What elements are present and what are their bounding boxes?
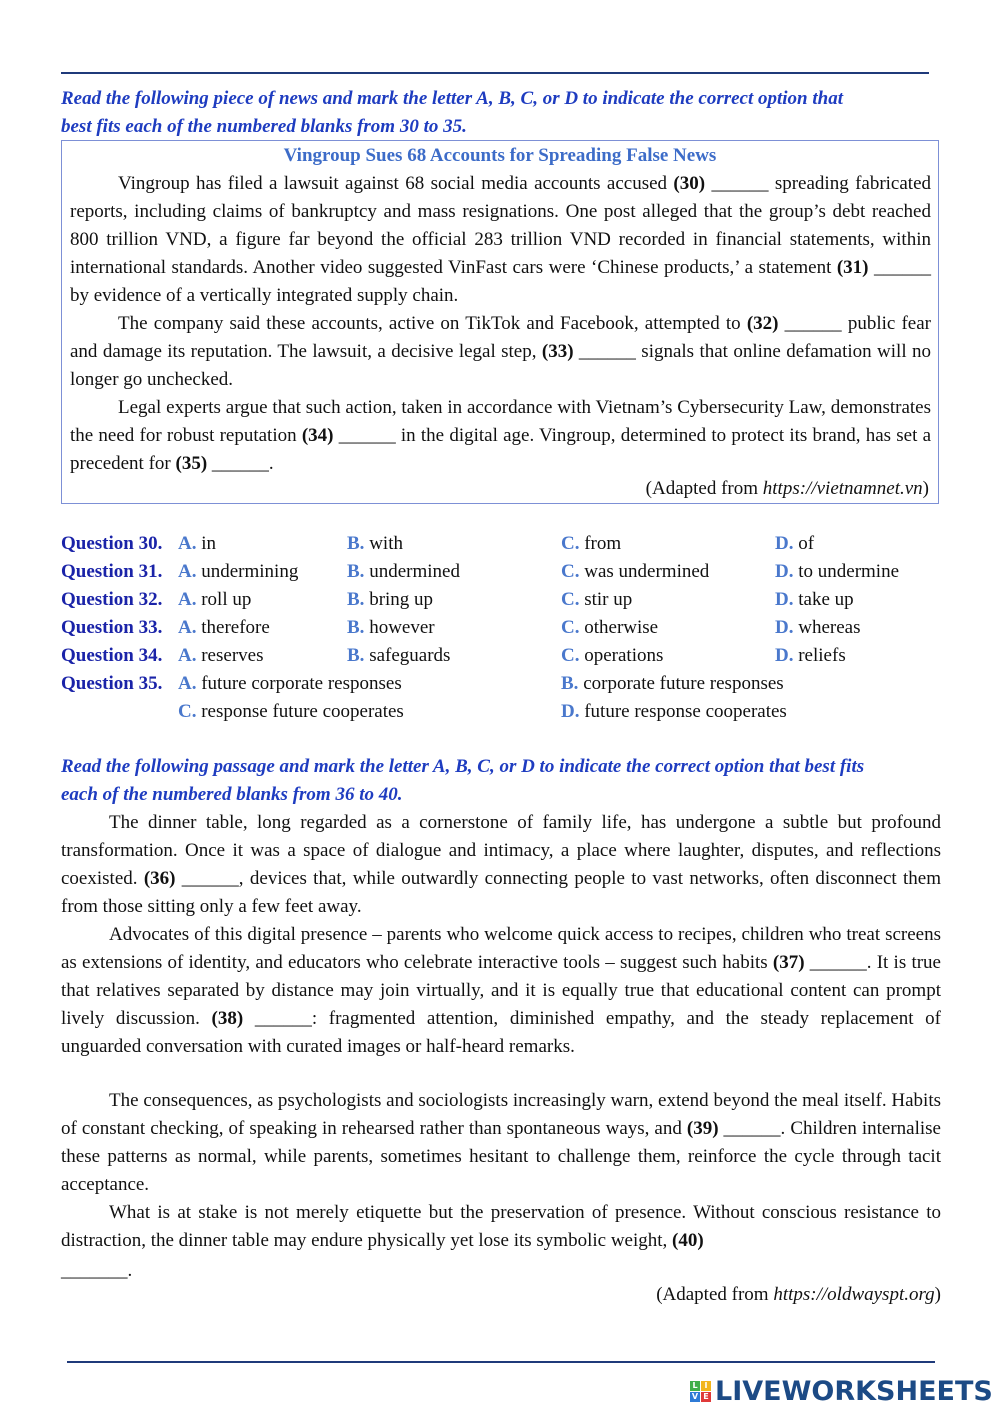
- blank-number-36: (36): [143, 868, 176, 889]
- blank-40-line: _______.: [61, 1260, 133, 1281]
- question-34: Question 34. A. reserves B. safeguards C. operations D. reliefs: [0, 642, 1000, 670]
- option-b[interactable]: B. however: [347, 617, 435, 638]
- option-d[interactable]: D. reliefs: [775, 645, 846, 666]
- option-d[interactable]: D. whereas: [775, 617, 861, 638]
- option-a[interactable]: A. reserves: [178, 645, 264, 666]
- news-paragraph-1: Vingroup has filed a lawsuit against 68 social media accounts accused (30) ______ spreading fabricated reports, including claims of bankruptcy and mass resignations. One post alleged that the group’s debt reached 800 trillion VND, a figure far beyond the official 283 trillion VND recorded in financial statements, within international standards. Another video suggested VinFast cars were ‘Chinese products,’ a statement (31) ______ by evidence of a vertically integrated supply chain.: [70, 173, 932, 306]
- question-35-row-2: [0, 698, 1000, 726]
- option-c[interactable]: C. from: [561, 533, 622, 554]
- section2-instruction: Read the following passage and mark the letter A, B, C, or D to indicate the correct option that best fits each of the numbered blanks from 36 to 40.: [61, 756, 865, 805]
- question-32: Question 32. A. roll up B. bring up C. stir up D. take up: [0, 586, 1000, 614]
- option-a[interactable]: A. undermining: [178, 561, 299, 582]
- option-c[interactable]: C. response future cooperates: [178, 701, 404, 722]
- option-c[interactable]: C. was undermined: [561, 561, 710, 582]
- option-b[interactable]: B. bring up: [347, 589, 434, 610]
- blank-number-40: (40): [672, 1230, 704, 1251]
- passage-paragraph-3: The consequences, as psychologists and sociologists increasingly warn, extend beyond the meal itself. Habits of constant checking, of speaking in rehearsed rather than spontaneous ways, and (39) ______. Children internalise these patterns as normal, while parents, sometimes hesitant to challenge them, reinforce the cycle through tacit acceptance.: [61, 1090, 941, 1195]
- option-a[interactable]: A. therefore: [178, 617, 270, 638]
- liveworksheets-logo: [690, 1376, 993, 1406]
- news-title: Vingroup Sues 68 Accounts for Spreading False News: [283, 145, 717, 166]
- news-paragraph-3: Legal experts argue that such action, taken in accordance with Vietnam’s Cybersecurity Law, demonstrates the need for robust reputation (34) ______ in the digital age. Vingroup, determined to protect its brand, has set a precedent for (35) ______.: [70, 397, 932, 474]
- option-b[interactable]: B. with: [347, 533, 403, 554]
- option-c[interactable]: C. operations: [561, 645, 664, 666]
- news-box: [61, 140, 939, 504]
- option-b[interactable]: B. undermined: [347, 561, 460, 582]
- passage-paragraph-1: The dinner table, long regarded as a cornerstone of family life, has undergone a subtle but profound transformation. Once it was a space of dialogue and intimacy, a place where laughter, disputes, and reflections coexisted. (36) ______, devices that, while outwardly connecting people to vast networks, often disconnect them from those sitting only a few feet away.: [61, 812, 941, 917]
- blank-number-39: (39): [686, 1118, 719, 1139]
- option-a[interactable]: A. future corporate responses: [178, 673, 402, 694]
- option-d[interactable]: D. take up: [775, 589, 854, 610]
- passage-paragraph-4: What is at stake is not merely etiquette but the preservation of presence. Without conscious resistance to distraction, the dinner table may endure physically yet lose its symbolic weight, (40): [61, 1202, 941, 1251]
- blank-number-38: (38): [211, 1008, 244, 1029]
- question-33: Question 33. A. therefore B. however C. otherwise D. whereas: [0, 614, 1000, 642]
- option-d[interactable]: D. to undermine: [775, 561, 900, 582]
- option-a[interactable]: A. roll up: [178, 589, 252, 610]
- source-link: https://oldwayspt.org: [773, 1284, 935, 1305]
- option-b[interactable]: B. corporate future responses: [561, 673, 784, 694]
- question-30: Question 30. A. in B. with C. from D. of: [0, 530, 1000, 558]
- passage-paragraph-2: Advocates of this digital presence – parents who welcome quick access to recipes, children who treat screens as extensions of identity, and educators who celebrate interactive tools – suggest such habits (37) ______. It is true that relatives separated by distance may join virtually, and it is equally true that educational content can prompt lively discussion. (38) ______: fragmented attention, diminished empathy, and the steady replacement of unguarded conversation with curated images or half-heard remarks.: [61, 924, 941, 1057]
- blank-number-32: (32): [746, 313, 779, 334]
- bottom-divider: [67, 1361, 935, 1363]
- blank-number-35: (35): [175, 453, 208, 474]
- question-35: Question 35. A. future corporate responses B. corporate future responses: [0, 670, 1000, 698]
- news-paragraph-2: The company said these accounts, active on TikTok and Facebook, attempted to (32) ______ public fear and damage its reputation. The lawsuit, a decisive legal step, (33) ______ signals that online defamation will no longer go unchecked.: [70, 313, 931, 390]
- section1-instruction: Read the following piece of news and mark the letter A, B, C, or D to indicate the correct option that best fits each of the numbered blanks from 30 to 35.: [61, 88, 843, 137]
- news-source: (Adapted from https://vietnamnet.vn): [645, 478, 929, 499]
- blank-number-31: (31): [836, 257, 869, 278]
- option-a[interactable]: A. in: [178, 533, 217, 554]
- live-blocks-icon: L I V E: [690, 1381, 711, 1402]
- option-d[interactable]: D. future response cooperates: [561, 701, 787, 722]
- top-divider: [61, 72, 929, 74]
- blank-number-37: (37): [772, 952, 805, 973]
- logo-text: LIVEWORKSHEETS: [715, 1375, 993, 1407]
- blank-number-34: (34): [301, 425, 334, 446]
- question-31: Question 31. A. undermining B. undermined C. was undermined D. to undermine: [0, 558, 1000, 586]
- option-c[interactable]: C. stir up: [561, 589, 633, 610]
- option-d[interactable]: D. of: [775, 533, 815, 554]
- source-link: https://vietnamnet.vn: [762, 478, 923, 499]
- passage-source: (Adapted from https://oldwayspt.org): [656, 1284, 941, 1305]
- blank-number-30: (30): [673, 173, 706, 194]
- blank-number-33: (33): [541, 341, 574, 362]
- option-c[interactable]: C. otherwise: [561, 617, 659, 638]
- option-b[interactable]: B. safeguards: [347, 645, 451, 666]
